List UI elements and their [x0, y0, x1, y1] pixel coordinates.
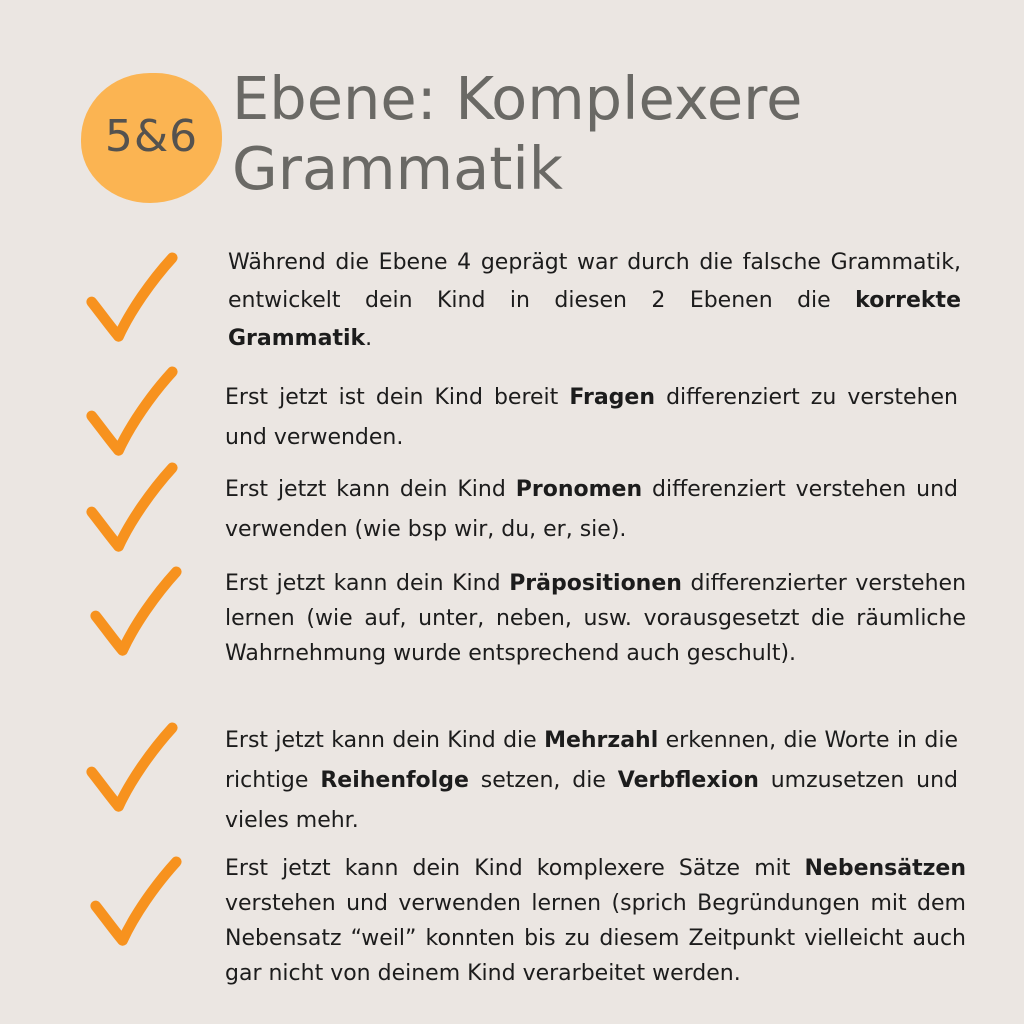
list-item-text: . [365, 326, 373, 351]
list-item-emphasis: Nebensätzen [804, 856, 966, 881]
list-item-emphasis: Reihenfolge [320, 768, 469, 793]
list-item [225, 721, 958, 841]
list-item [225, 566, 966, 671]
page-title-line-2: Grammatik [232, 134, 563, 203]
page-title-line-1: Ebene: Komplexere [232, 64, 803, 133]
list-item-text: Erst jetzt kann dein Kind [225, 477, 516, 502]
list-item-text: Während die Ebene 4 geprägt war durch die falsche Grammatik, entwickelt dein Kind in diesen 2 Ebenen die [228, 250, 961, 313]
list-item-text: verstehen und verwenden lernen (sprich Begründungen mit dem Nebensatz “weil” konnten bis zu diesem Zeitpunkt vielleicht auch gar nicht von deinem Kind verarbeitet werden. [225, 891, 966, 986]
list-item [225, 851, 966, 991]
list-item-text: umzusetzen und vieles mehr. [225, 768, 958, 833]
list-item [225, 378, 958, 458]
list-item-text: Erst jetzt kann dein Kind die [225, 728, 545, 753]
level-badge-text: 5&6 [104, 110, 199, 162]
list-item-text: setzen, die [468, 768, 618, 793]
list-item-emphasis: korrekte Grammatik [228, 288, 961, 351]
checkmark-icon [84, 252, 180, 348]
checkmark-icon [88, 856, 184, 952]
checkmark-icon [84, 366, 180, 462]
checkmark-icon [88, 566, 184, 662]
checkmark-icon [84, 722, 180, 818]
list-item-emphasis: Verbflexion [617, 768, 759, 793]
checkmark-icon [84, 462, 180, 558]
level-badge [81, 73, 222, 203]
list-item [228, 244, 961, 358]
list-item-text: Erst jetzt kann dein Kind [225, 571, 510, 596]
list-item-text: erkennen, die Worte in die richtige [225, 728, 958, 793]
list-item-text: Erst jetzt ist dein Kind bereit [225, 385, 570, 410]
list-item-emphasis: Mehrzahl [544, 728, 659, 753]
list-item-emphasis: Pronomen [515, 477, 643, 502]
list-item-text: Erst jetzt kann dein Kind komplexere Sätze mit [225, 856, 805, 881]
list-item [225, 470, 958, 550]
list-item-emphasis: Präpositionen [509, 571, 682, 596]
list-item-emphasis: Fragen [569, 385, 656, 410]
list-item-text: differenziert verstehen und verwenden (wie bsp wir, du, er, sie). [225, 477, 958, 542]
list-item-text: differenzierter verstehen lernen (wie auf, unter, neben, usw. vorausgesetzt die räumliche Wahrnehmung wurde entsprechend auch geschult). [225, 571, 967, 666]
list-item-text: differenziert zu verstehen und verwenden. [225, 385, 958, 450]
page-title [232, 64, 992, 204]
